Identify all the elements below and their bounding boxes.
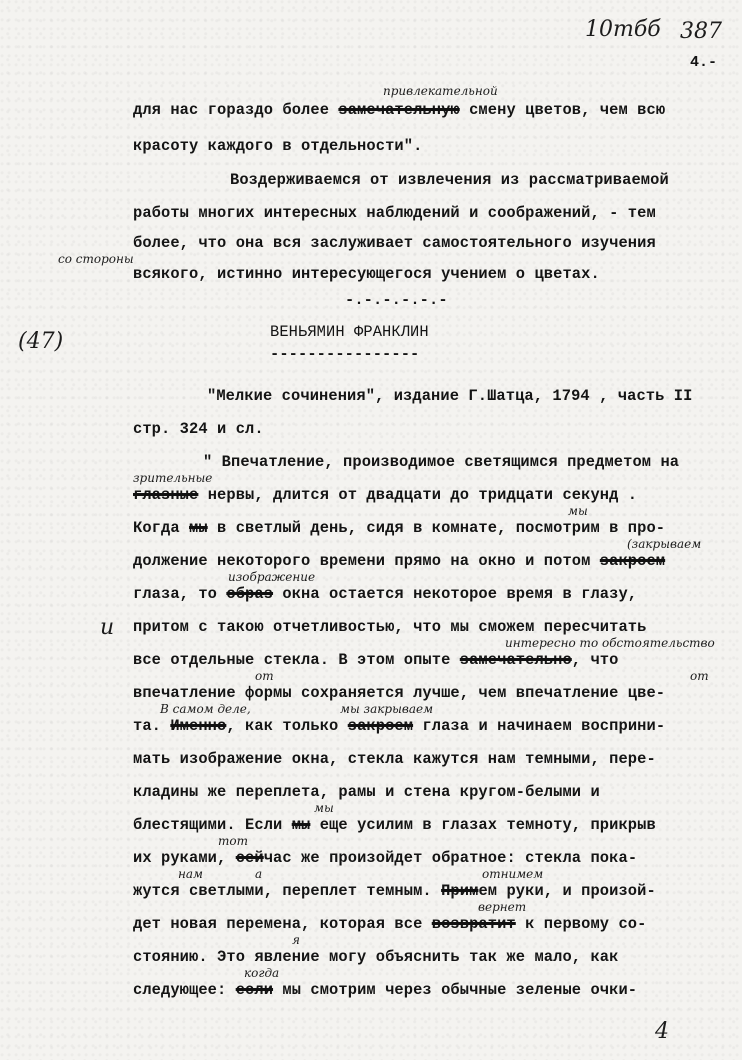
annotation: тот	[218, 834, 248, 848]
text-line	[270, 324, 429, 341]
text-segment: та.	[133, 717, 171, 735]
text-segment: глаза и начинаем восприни-	[413, 717, 666, 735]
struck-word: закроем	[347, 717, 414, 735]
text-segment: глаза, то	[133, 585, 227, 603]
annotation: В самом деле,	[160, 702, 251, 716]
text-line	[133, 982, 637, 999]
text-segment: кладины же переплета, рамы и стена кругом-белыми и	[133, 783, 600, 801]
text-line	[133, 751, 656, 768]
text-line	[133, 619, 646, 636]
margin-annotation: и	[100, 615, 115, 640]
annotation: мы	[314, 801, 334, 815]
annotation: а	[255, 867, 263, 881]
text-line	[133, 652, 618, 669]
text-line	[133, 102, 665, 119]
text-segment: , как только	[226, 717, 348, 735]
annotation: нам	[178, 867, 204, 881]
text-segment: Когда	[133, 519, 190, 537]
annotation: от	[690, 669, 709, 683]
text-segment: следующее:	[133, 981, 236, 999]
typed-page-number: 4.-	[690, 54, 718, 71]
text-segment: должение некоторого времени прямо на окно и потом	[133, 552, 600, 570]
annotation: мы	[568, 504, 588, 518]
text-line	[133, 487, 637, 504]
struck-word: закроем	[599, 552, 666, 570]
text-line	[133, 850, 637, 867]
text-segment: смену цветов, чем всю	[459, 101, 666, 119]
annotation: привлекательной	[383, 84, 498, 98]
struck-word: мы	[291, 816, 311, 834]
text-segment: мы смотрим через обычные зеленые очки-	[273, 981, 638, 999]
text-segment: ----------------	[270, 345, 420, 363]
struck-word: Прим	[441, 882, 479, 900]
struck-word: замечательно	[459, 651, 572, 669]
handwritten-page-number: 4	[655, 1019, 669, 1044]
text-segment: в светлый день, сидя в комнате, посмотрим в про-	[207, 519, 666, 537]
text-line	[203, 454, 679, 471]
struck-word: замечательную	[338, 101, 460, 119]
annotation: мы закрываем	[340, 702, 434, 716]
text-line	[133, 421, 264, 438]
text-segment: работы многих интересных наблюдений и соображений, - тем	[133, 204, 656, 222]
text-segment: -.-.-.-.-.-	[345, 291, 448, 309]
text-segment: притом с такою отчетливостью, что мы сможем пересчитать	[133, 618, 647, 636]
annotation: вернет	[478, 900, 527, 914]
text-segment: еще усилим в глазах темноту, прикрыв	[310, 816, 656, 834]
struck-word: сей	[235, 849, 264, 867]
text-line	[133, 883, 656, 900]
margin-number: (47)	[18, 329, 64, 354]
text-segment: дет новая перемена, которая все	[133, 915, 432, 933]
text-line	[133, 817, 656, 834]
text-line	[133, 718, 665, 735]
text-segment: , что	[571, 651, 619, 669]
margin-annotation: со стороны	[58, 252, 134, 266]
struck-word: мы	[189, 519, 208, 537]
text-segment: час же произойдет обратное: стекла пока-	[263, 849, 638, 867]
text-segment: ем руки, и произой-	[478, 882, 656, 900]
text-line	[133, 520, 665, 537]
annotation: интересно то обстоятельство	[505, 636, 715, 650]
text-segment: стр. 324 и сл.	[133, 420, 264, 438]
annotation: (закрываем	[627, 537, 702, 551]
text-segment: Воздерживаемся от извлечения из рассматриваемой	[230, 171, 669, 189]
annotation: отнимем	[482, 867, 544, 881]
text-segment: окна остается некоторое время в глазу,	[273, 585, 638, 603]
text-line	[270, 346, 419, 363]
archive-number-handwritten: 10тбб	[585, 17, 661, 42]
text-segment: красоту каждого в отдельности".	[133, 137, 423, 155]
annotation: я	[292, 933, 300, 947]
annotation: изображение	[228, 570, 316, 584]
text-line	[133, 553, 665, 570]
struck-word: возвратит	[431, 915, 516, 933]
text-segment: мать изображение окна, стекла кажутся нам темными, пере-	[133, 750, 656, 768]
text-line	[133, 949, 618, 966]
struck-word: образ	[226, 585, 274, 603]
annotation: когда	[244, 966, 280, 980]
text-line	[133, 784, 600, 801]
text-line	[133, 266, 600, 283]
text-line	[207, 388, 692, 405]
text-segment: все отдельные стекла. В этом опыте	[133, 651, 460, 669]
text-line	[133, 685, 665, 702]
text-line	[133, 916, 646, 933]
text-line	[133, 586, 637, 603]
annotation: от	[255, 669, 274, 683]
text-line	[133, 235, 656, 252]
text-segment: ВЕНЬЯМИН ФРАНКЛИН	[270, 323, 429, 341]
text-line	[345, 292, 448, 309]
annotation: зрительные	[133, 471, 213, 485]
sheet-number-handwritten: 387	[680, 19, 722, 44]
text-segment: "Мелкие сочинения", издание Г.Шатца, 1794 , часть II	[207, 387, 693, 405]
text-segment: " Впечатление, производимое светящимся предметом на	[203, 453, 680, 471]
text-segment: жутся светлыми, переплет темным.	[133, 882, 442, 900]
text-segment: нервы, длится от двадцати до тридцати секунд .	[198, 486, 638, 504]
text-segment: блестящими. Если	[133, 816, 292, 834]
struck-word: Именно	[170, 717, 227, 735]
text-line	[133, 205, 656, 222]
text-segment: для нас гораздо более	[133, 101, 339, 119]
text-segment: стоянию. Это явление могу объяснить так же мало, как	[133, 948, 619, 966]
text-segment: их руками,	[133, 849, 236, 867]
text-line	[230, 172, 669, 189]
text-segment: впечатление формы сохраняется лучше, чем впечатление цве-	[133, 684, 666, 702]
text-line	[133, 138, 422, 155]
text-segment: к первому со-	[515, 915, 647, 933]
text-segment: всякого, истинно интересующегося учением о цветах.	[133, 265, 600, 283]
text-segment: более, что она вся заслуживает самостоятельного изучения	[133, 234, 656, 252]
struck-word: глазные	[133, 486, 199, 504]
struck-word: если	[235, 981, 274, 999]
